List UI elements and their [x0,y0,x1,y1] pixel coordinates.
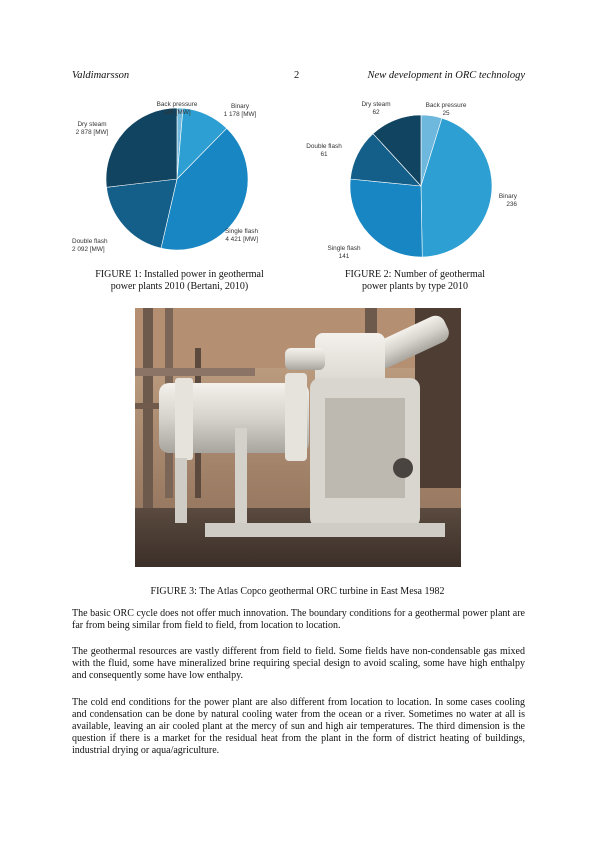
pie-label-double-flash: Double flash 2 092 [MW] [72,238,108,253]
pie-label-dry-steam: Dry steam 62 [361,101,391,116]
figure3-caption: FIGURE 3: The Atlas Copco geothermal ORC turbine in East Mesa 1982 [150,586,445,597]
page-header [72,70,525,84]
header-title: New development in ORC technology [367,70,525,81]
paragraph-3: The cold end conditions for the power plant are also different from location to location. In some cases cooling and condensation can be done by natural cooling water from the ocean or a river. Sometimes no water at all is available, leaving an air cooled plant at the mercy of sun and high air temperatures. The third dimension is the question if there is a market for the residual heat from the plant in the form of district heating of buildings, industrial drying or aqua/agriculture. [72,697,525,756]
page-number: 2 [294,70,300,81]
paragraph-1: The basic ORC cycle does not offer much innovation. The boundary conditions for a geothermal power plant are far from being similar from field to field, from location to location. [72,608,525,631]
figure1-caption-line1: FIGURE 1: Installed power in geothermal [95,269,264,280]
figure2-pie-chart [296,95,546,275]
pie-label-double-flash: Double flash 61 [306,143,342,158]
pie-label-single-flash: Single flash 4 421 [MW] [224,228,258,243]
pie-label-back-pressure: Back pressure 25 [425,102,467,117]
pie-label-binary: Binary 1 178 [MW] [223,103,257,118]
pie-slice-dry-steam [106,108,177,187]
paragraph-2: The geothermal resources are vastly different from field to field. Some fields have non-condensable gas mixed with the fluid, some have mineralized brine requiring special design to avoid scaling, some have high enthalpy and consequently some have low enthalpy. [72,646,525,681]
pie-label-binary: Binary 236 [498,193,517,208]
pie-slice-single-flash [350,179,422,257]
pie-label-dry-steam: Dry steam 2 878 [MW] [75,121,109,136]
header-author: Valdimarsson [72,70,130,81]
figure1-caption [72,269,287,293]
figure1-caption-line2: power plants 2010 (Bertani, 2010) [110,281,249,292]
figure2-caption [310,269,520,293]
pie-label-back-pressure: Back pressure 145 [MW] [156,101,198,116]
figure2-caption-line1: FIGURE 2: Number of geothermal [345,269,485,280]
pie-label-single-flash: Single flash 141 [327,245,361,260]
figure2-caption-line2: power plants by type 2010 [361,281,469,292]
figure1-pie-chart [60,95,300,275]
figure3-turbine-photo [135,308,461,567]
